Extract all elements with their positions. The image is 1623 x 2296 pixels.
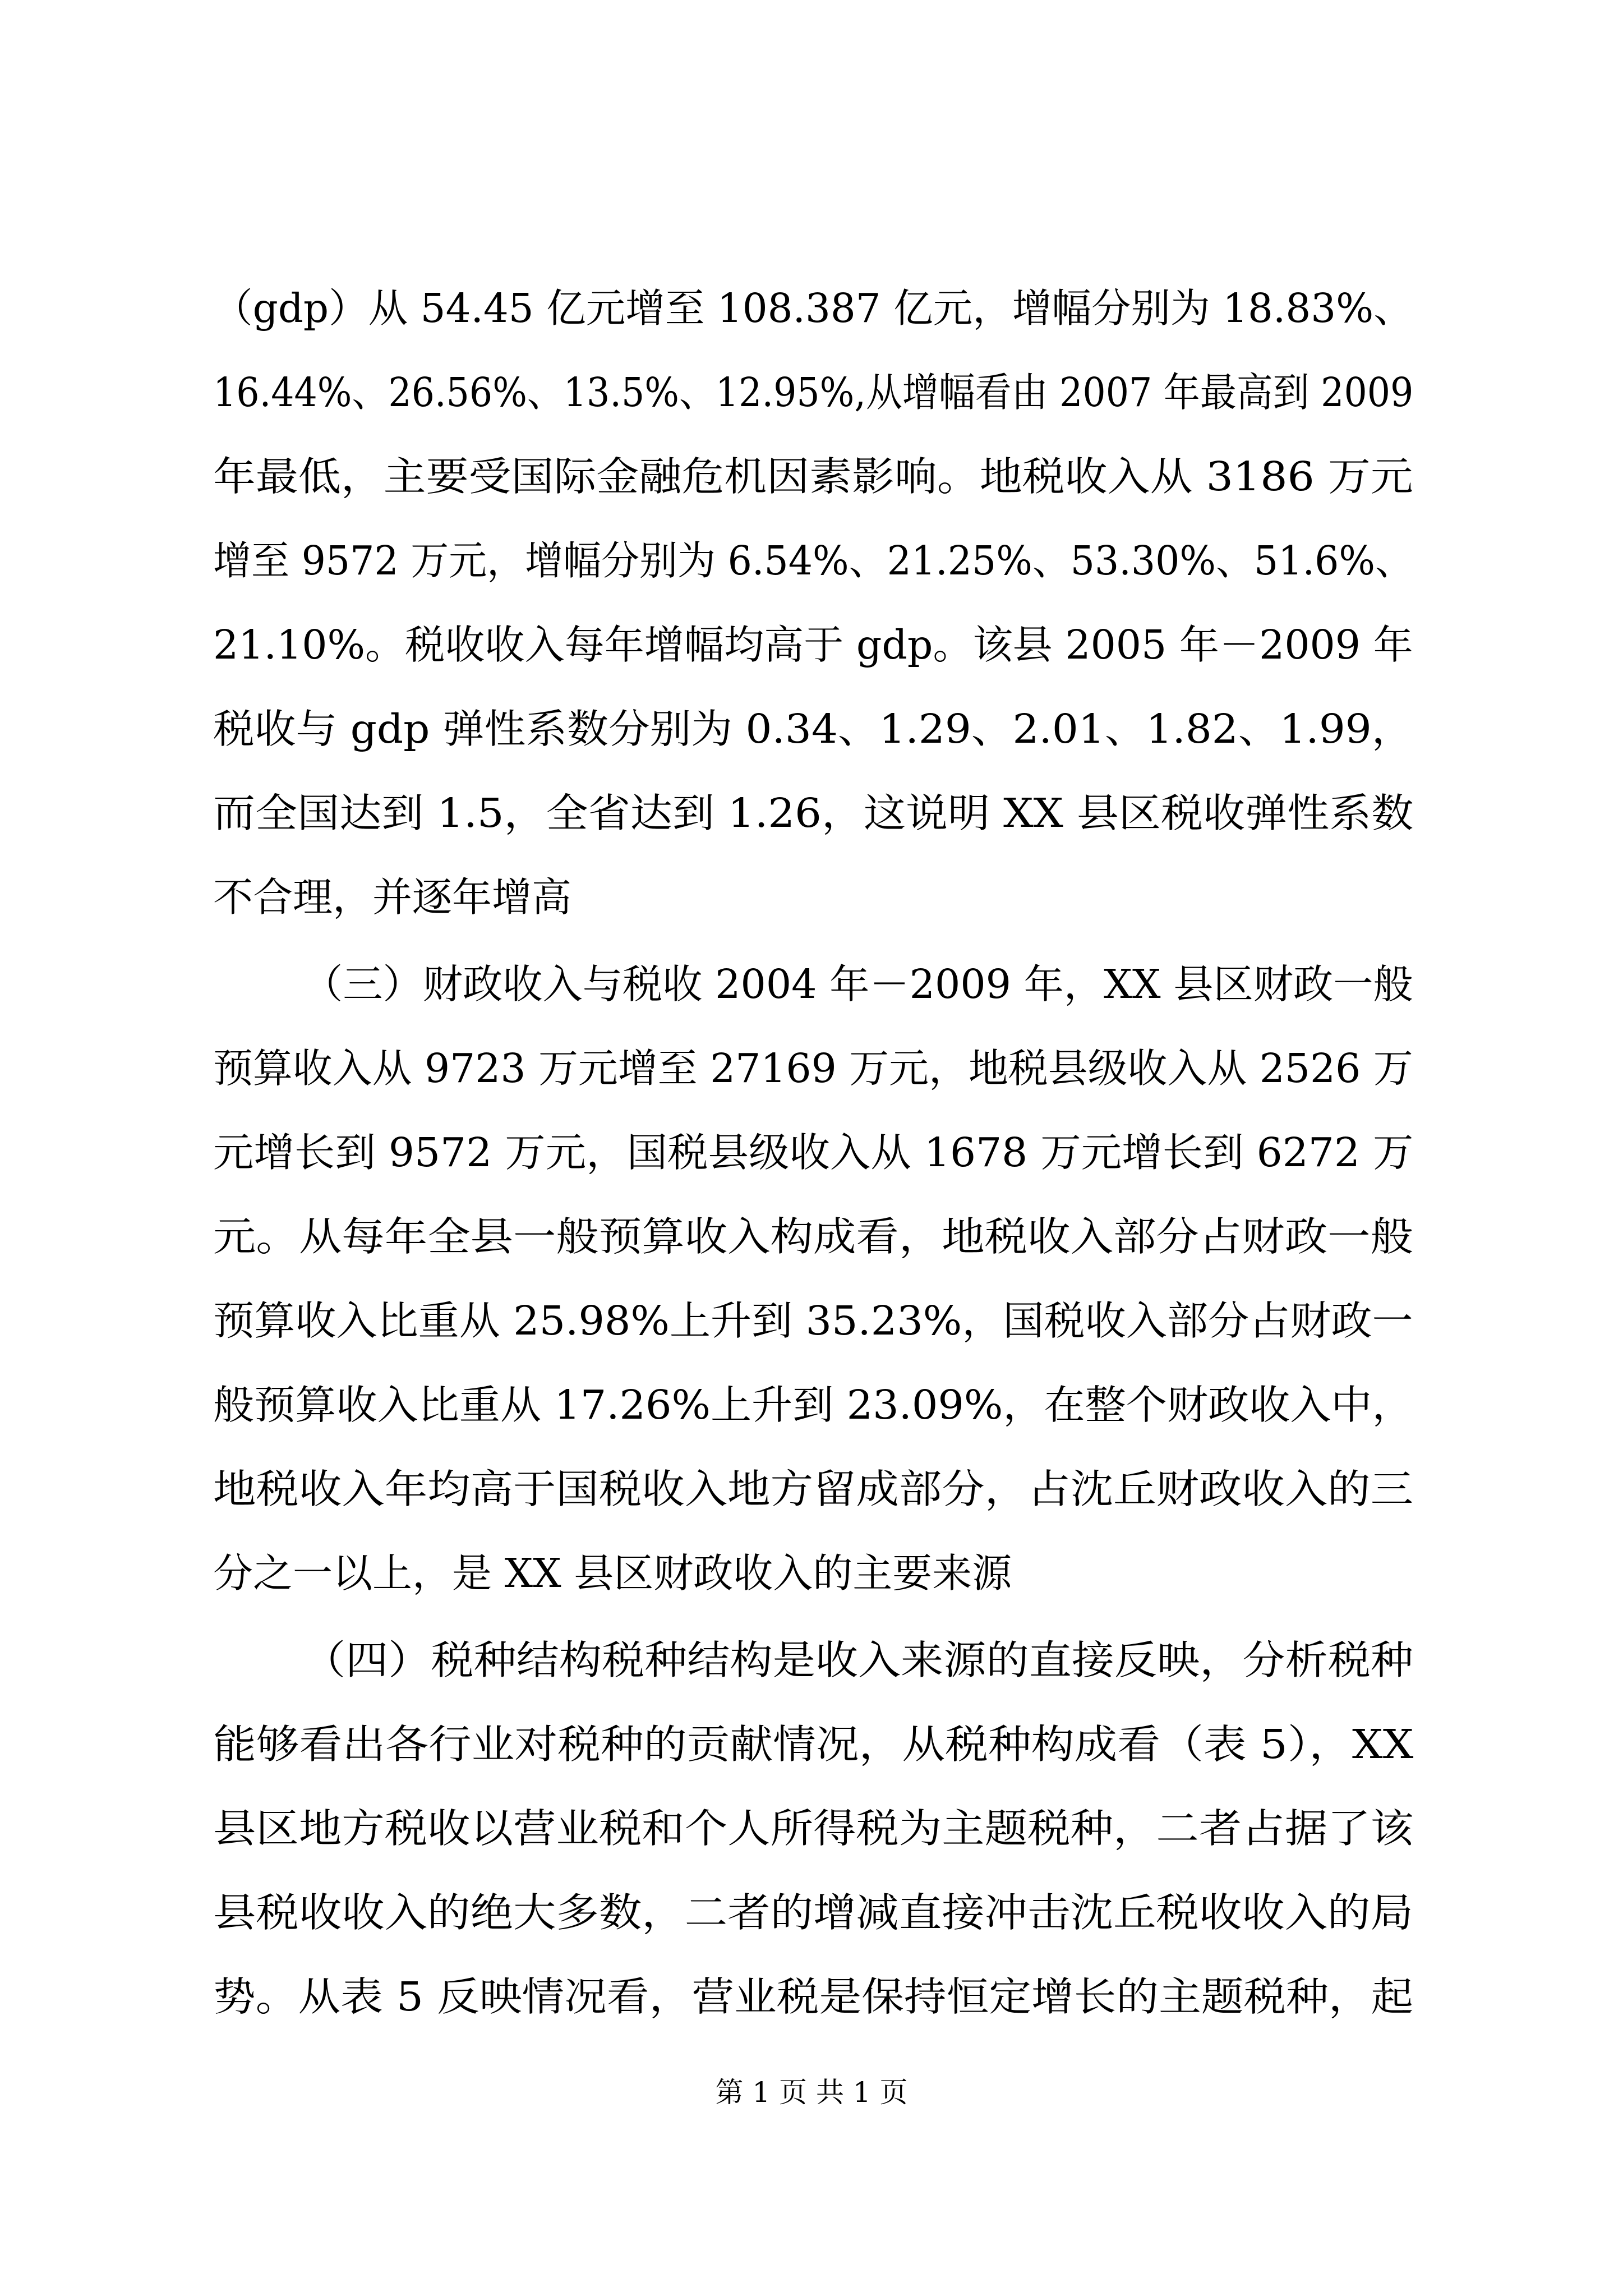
text-line: 地税收入年均高于国税收入地方留成部分，占沈丘财政收入的三 <box>213 1466 1414 1512</box>
paragraph-start-line: （三）财政收入与税收 2004 年－2009 年，XX 县区财政一般 <box>303 961 1413 1007</box>
text-line: 县税收收入的绝大多数，二者的增减直接冲击沈丘税收收入的局 <box>213 1889 1414 1936</box>
text-line: 16.44%、26.56%、13.5%、12.95%,从增幅看由 2007 年最高到 2009 <box>213 369 1414 416</box>
text-line: 分之一以上，是 XX 县区财政收入的主要来源 <box>213 1550 1012 1596</box>
text-line: 般预算收入比重从 17.26%上升到 23.09%，在整个财政收入中， <box>213 1382 1413 1428</box>
text-line: 而全国达到 1.5，全省达到 1.26，这说明 XX 县区税收弹性系数 <box>213 790 1414 836</box>
text-line: 县区地方税收以营业税和个人所得税为主题税种，二者占据了该 <box>213 1805 1414 1852</box>
page-footer: 第 1 页 共 1 页 <box>715 2076 908 2109</box>
text-line: 税收与 gdp 弹性系数分别为 0.34、1.29、2.01、1.82、1.99， <box>213 706 1413 752</box>
text-line: 增至 9572 万元，增幅分别为 6.54%、21.25%、53.30%、51.6%、 <box>213 537 1413 584</box>
text-line: 预算收入比重从 25.98%上升到 35.23%，国税收入部分占财政一 <box>213 1297 1413 1344</box>
paragraph-start-line: （四）税种结构税种结构是收入来源的直接反映，分析税种 <box>303 1637 1414 1683</box>
text-line: 年最低，主要受国际金融危机因素影响。地税收入从 3186 万元 <box>213 453 1413 500</box>
text-line: 势。从表 5 反映情况看，营业税是保持恒定增长的主题税种，起 <box>213 1973 1414 2020</box>
text-line: 不合理，并逐年增高 <box>213 874 572 921</box>
text-line: 预算收入从 9723 万元增至 27169 万元，地税县级收入从 2526 万 <box>213 1045 1413 1092</box>
text-line: 能够看出各行业对税种的贡献情况，从税种构成看（表 5），XX <box>213 1721 1414 1768</box>
text-line: 元。从每年全县一般预算收入构成看，地税收入部分占财政一般 <box>213 1213 1414 1260</box>
text-line: 21.10%。税收收入每年增幅均高于 gdp。该县 2005 年－2009 年 <box>213 622 1413 668</box>
text-line: 元增长到 9572 万元，国税县级收入从 1678 万元增长到 6272 万 <box>213 1129 1414 1176</box>
text-line: （gdp）从 54.45 亿元增至 108.387 亿元，增幅分别为 18.83%、 <box>213 285 1413 332</box>
